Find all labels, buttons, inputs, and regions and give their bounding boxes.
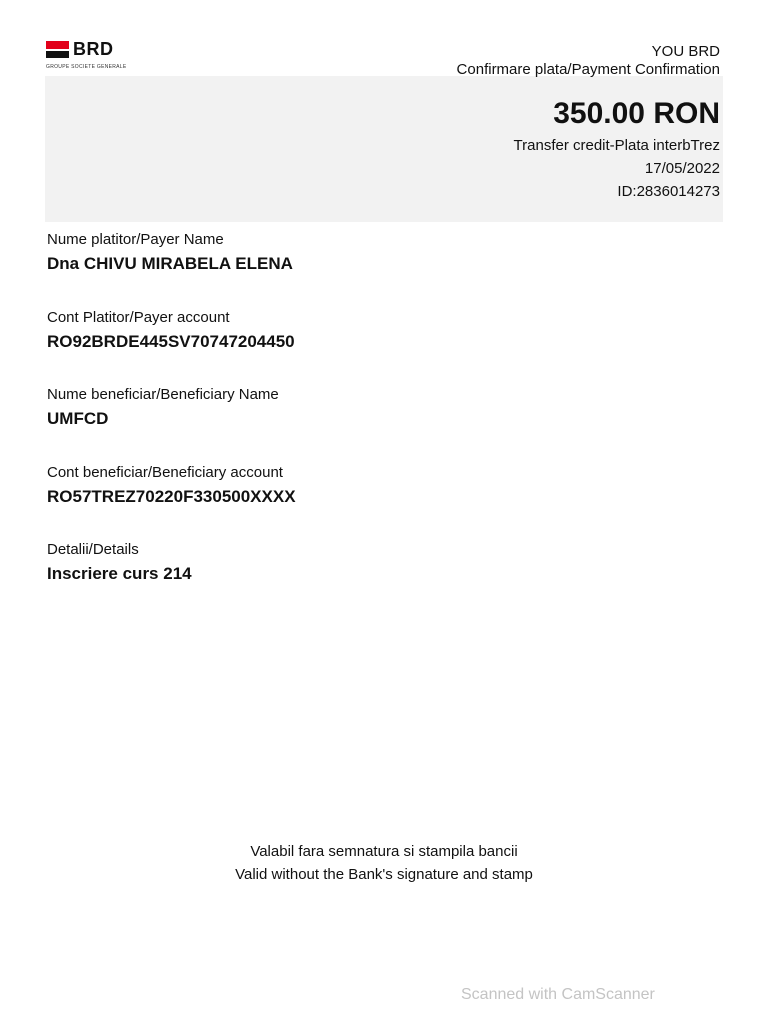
payment-details xyxy=(47,230,707,618)
transaction-info xyxy=(514,134,720,203)
field-value: Inscriere curs 214 xyxy=(47,564,192,583)
field-value: RO92BRDE445SV70747204450 xyxy=(47,331,295,351)
document-header xyxy=(457,43,720,79)
validity-note xyxy=(0,840,768,886)
scanner-watermark: Scanned with CamScanner xyxy=(461,986,655,1003)
field-value: RO57TREZ70220F330500XXXX xyxy=(47,486,296,506)
beneficiary-account-field xyxy=(47,463,707,541)
document-title: Confirmare plata/Payment Confirmation xyxy=(456,61,720,78)
app-name: YOU BRD xyxy=(651,43,720,60)
payer-account-field xyxy=(47,308,707,386)
field-label: Cont Platitor/Payer account xyxy=(47,308,230,326)
payer-name-field xyxy=(47,230,707,308)
validity-note-en: Valid without the Bank's signature and stamp xyxy=(235,866,533,883)
brd-logo-mark-icon xyxy=(46,41,69,58)
brd-logo-group-name: GROUPE SOCIETE GENERALE xyxy=(46,64,127,70)
details-field xyxy=(47,540,707,618)
payment-amount: 350.00 RON xyxy=(553,97,720,130)
field-value: Dna CHIVU MIRABELA ELENA xyxy=(47,254,293,273)
beneficiary-name-field xyxy=(47,385,707,463)
field-label: Nume platitor/Payer Name xyxy=(47,231,224,248)
field-label: Nume beneficiar/Beneficiary Name xyxy=(47,386,279,403)
brd-logo xyxy=(46,40,156,74)
transfer-type: Transfer credit-Plata interbTrez xyxy=(513,137,720,154)
field-label: Cont beneficiar/Beneficiary account xyxy=(47,463,283,481)
field-label: Detalii/Details xyxy=(47,541,139,558)
transaction-id: ID:2836014273 xyxy=(617,183,720,200)
transaction-date: 17/05/2022 xyxy=(644,160,720,177)
brd-logo-wordmark: BRD xyxy=(73,39,114,59)
field-value: UMFCD xyxy=(47,409,109,428)
validity-note-ro: Valabil fara semnatura si stampila bancii xyxy=(250,843,518,860)
